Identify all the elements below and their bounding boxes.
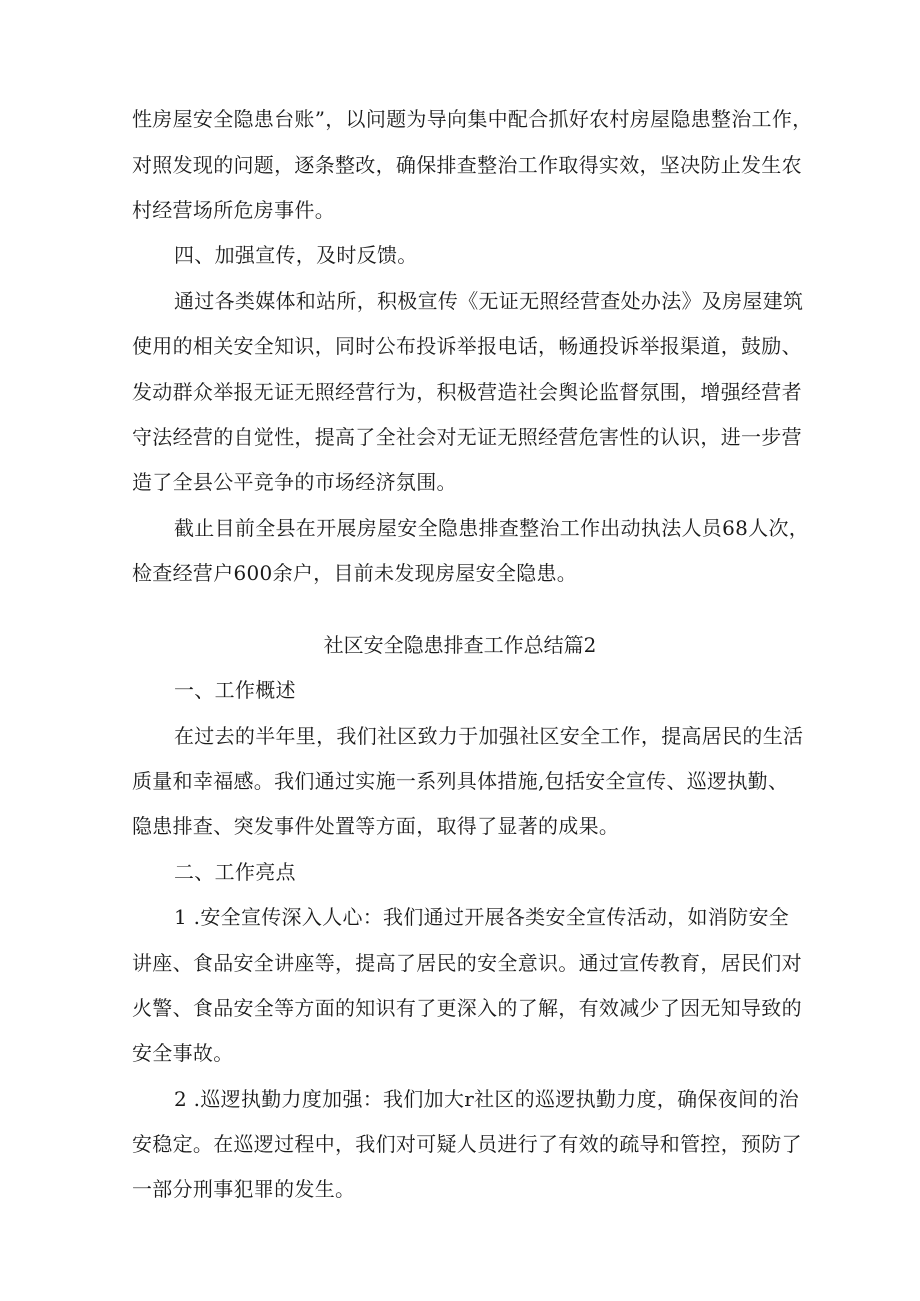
text-line: 隐患排查、突发事件处置等方面，取得了显著的成果。 (132, 814, 620, 838)
text-line: 守法经营的自觉性，提高了全社会对无证无照经营危害性的认识，进一步营 (132, 425, 802, 449)
text-line: 村经营场所危房事件。 (132, 198, 335, 222)
text-line: 质量和幸福感。我们通过实施一系列具体措施,包括安全宣传、巡逻执勤、 (132, 769, 789, 793)
section-heading: 二、工作亮点 (174, 860, 296, 884)
section-heading: 一、工作概述 (174, 678, 296, 702)
text-line: 一部分刑事犯罪的发生。 (132, 1177, 356, 1201)
text-line: 通过各类媒体和站所，积极宣传《无证无照经营查处办法》及房屋建筑 (174, 289, 804, 313)
text-line: 性房屋安全隐患台账”，以问题为导向集中配合抓好农村房屋隐患整治工作， (132, 107, 813, 131)
text-line: 安稳定。在巡逻过程中，我们对可疑人员进行了有效的疏导和管控，预防了 (132, 1132, 802, 1156)
text-line: 在过去的半年里，我们社区致力于加强社区安全工作，提高居民的生活 (174, 724, 804, 748)
text-line: 1 .安全宣传深入人心：我们通过开展各类安全宣传活动，如消防安全 (174, 905, 790, 929)
text-line: 发动群众举报无证无照经营行为，积极营造社会舆论监督氛围，增强经营者 (132, 380, 802, 404)
text-line: 安全事故。 (132, 1041, 234, 1065)
text-line: 使用的相关安全知识，同时公布投诉举报电话，畅通投诉举报渠道，鼓励、 (132, 334, 802, 358)
text-line: 讲座、食品安全讲座等，提高了居民的安全意识。通过宣传教育，居民们对 (132, 951, 802, 975)
section-heading: 四、加强宣传，及时反馈。 (174, 243, 418, 267)
section-title: 社区安全隐患排查工作总结篇2 (323, 633, 597, 657)
text-line: 对照发现的问题，逐条整改，确保排查整治工作取得实效，坚决防止发生农 (132, 153, 802, 177)
text-line: 截止目前全县在开展房屋安全隐患排查整治工作出动执法人员68人次， (174, 516, 810, 540)
text-line: 2 .巡逻执勤力度加强：我们加大r社区的巡逻执勤力度，确保夜间的治 (174, 1087, 799, 1111)
text-line: 造了全县公平竞争的市场经济氛围。 (132, 470, 457, 494)
text-line: 火警、食品安全等方面的知识有了更深入的了解，有效减少了因无知导致的 (132, 996, 802, 1020)
text-line: 检查经营户600余户，目前未发现房屋安全隐患。 (132, 561, 578, 585)
